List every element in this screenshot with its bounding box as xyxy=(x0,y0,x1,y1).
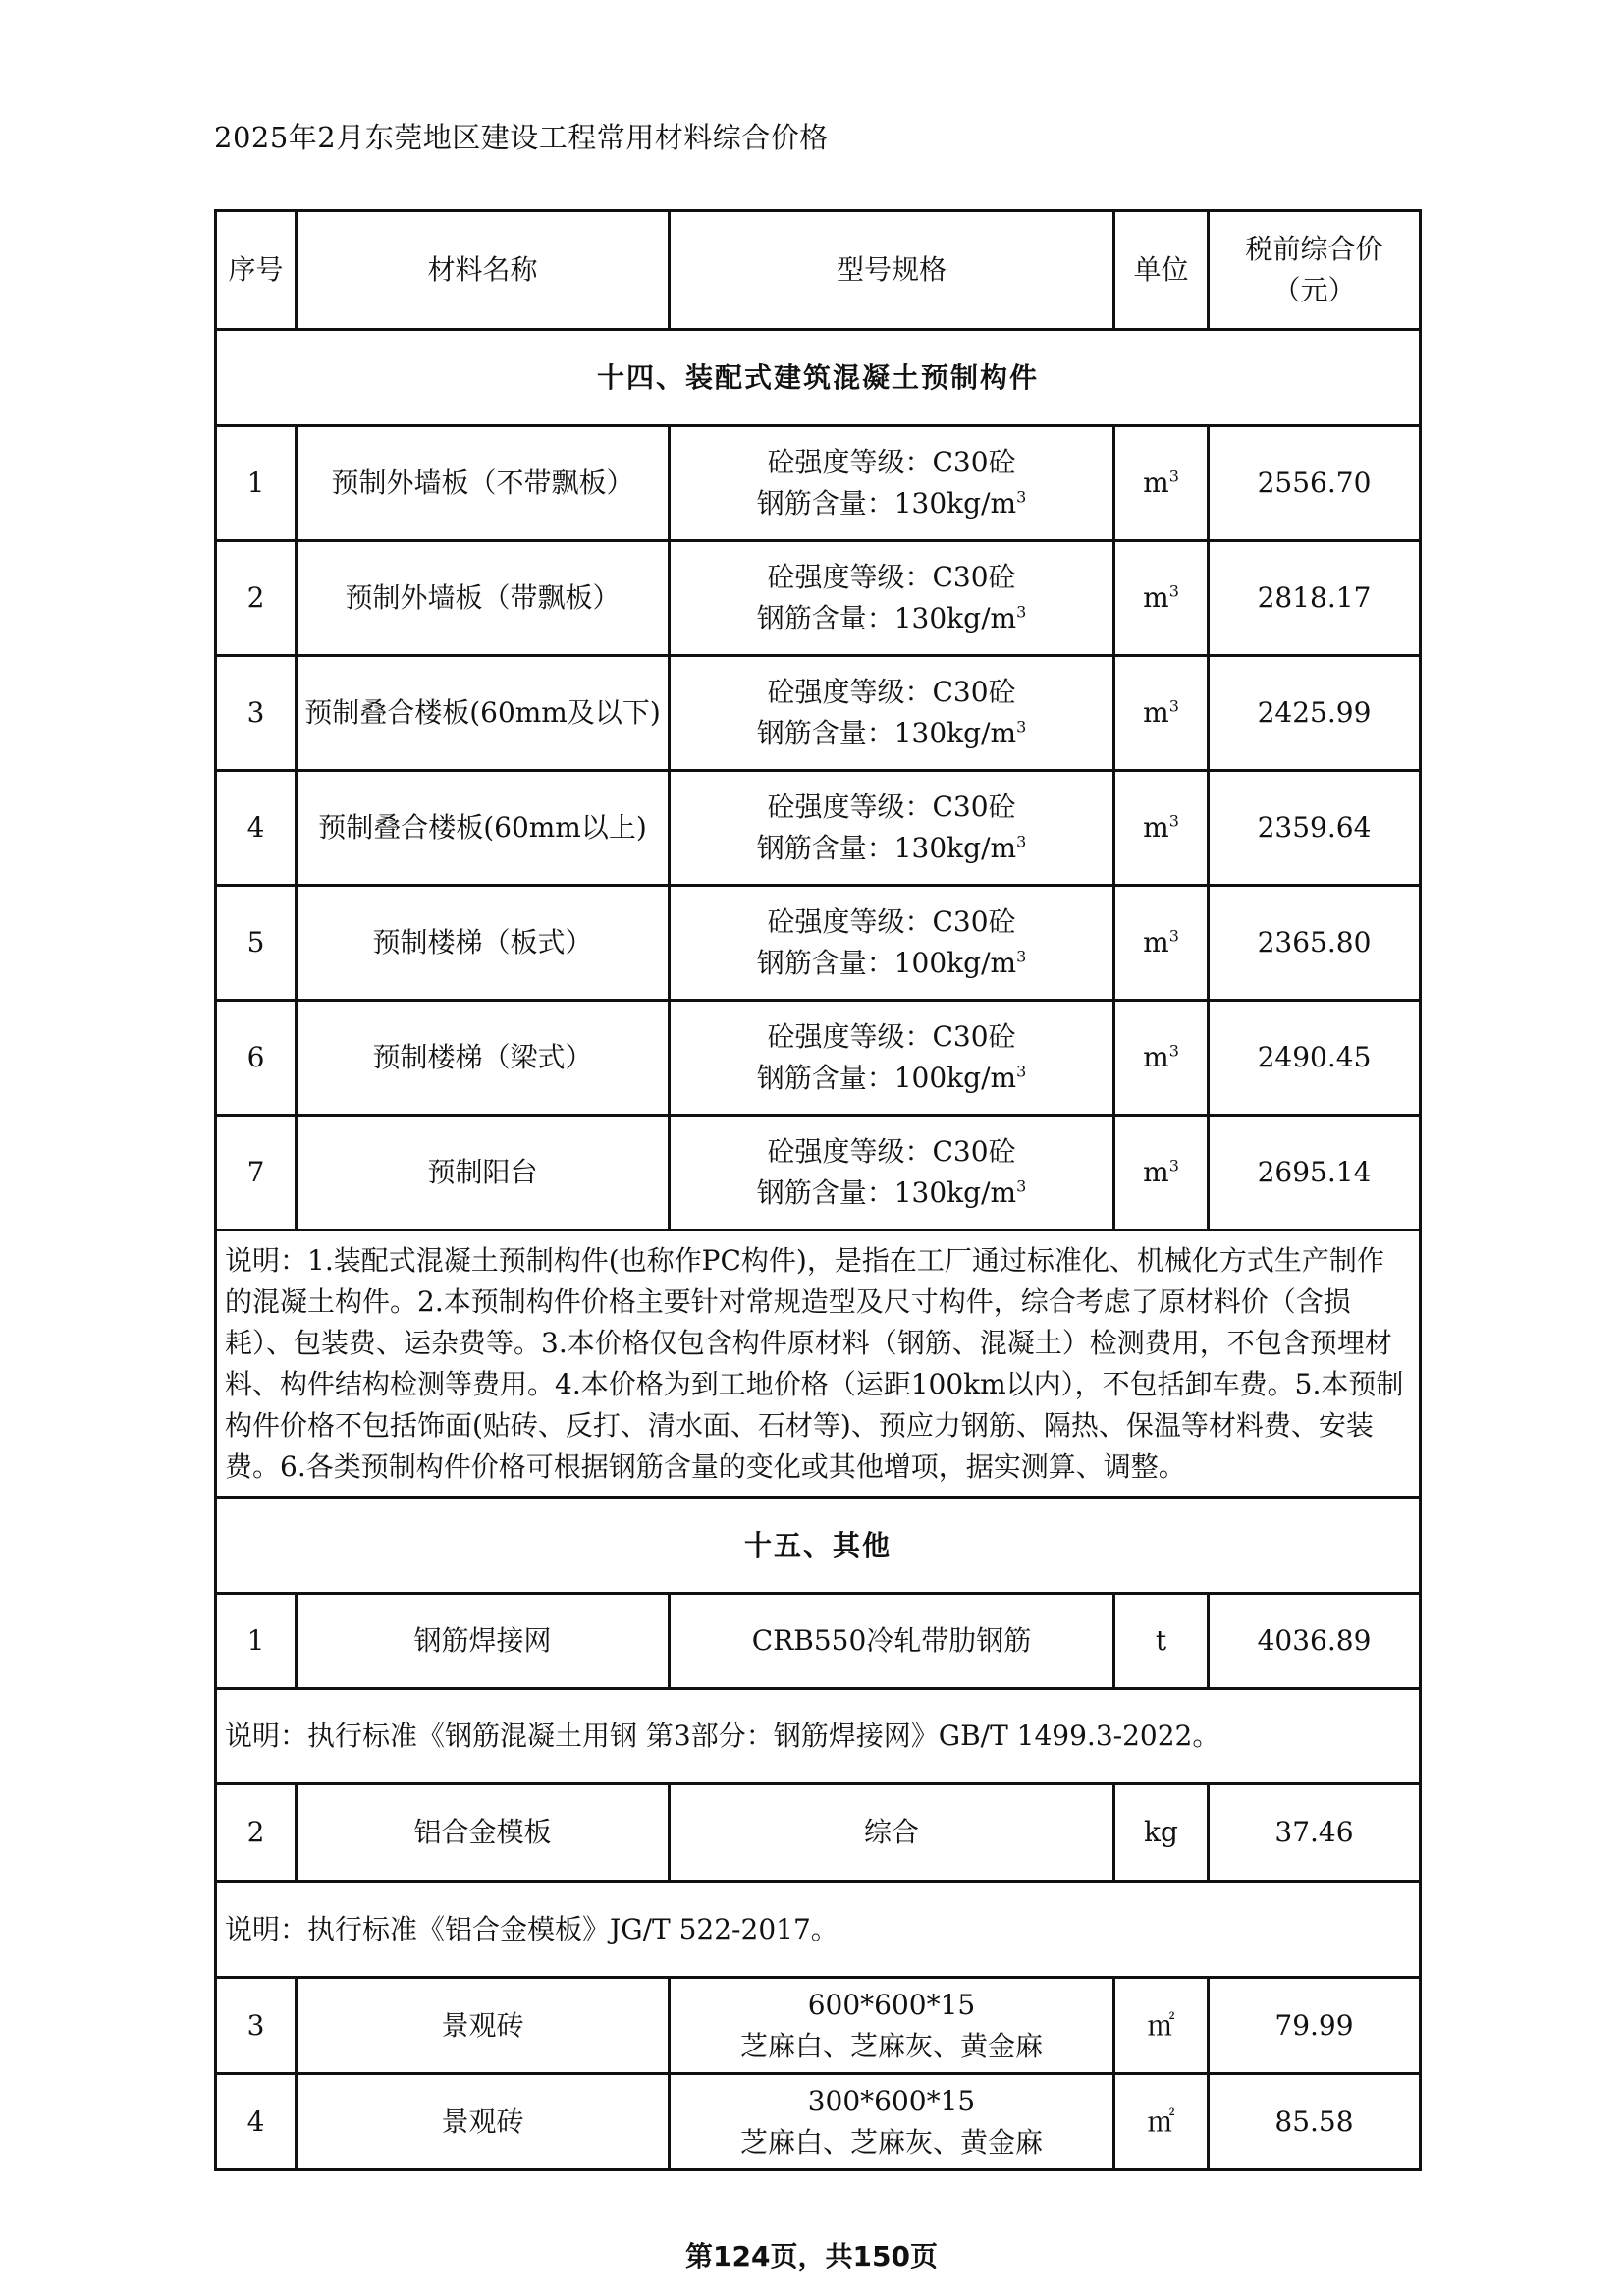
row-spec: 砼强度等级：C30砼 钢筋含量：$100kg/m^3$ xyxy=(670,1001,1114,1116)
header-price-line2: （元） xyxy=(1272,274,1356,306)
row-price: 2425.99 xyxy=(1209,656,1421,771)
row-name: 预制楼梯（板式） xyxy=(297,886,670,1001)
row-spec: 砼强度等级：C30砼 钢筋含量：$130kg/m^3$ xyxy=(670,656,1114,771)
row-name: 预制外墙板（不带飘板） xyxy=(297,426,670,541)
row-spec: 砼强度等级：C30砼 钢筋含量：$130kg/m^3$ xyxy=(670,541,1114,656)
header-price-line1: 税前综合价 xyxy=(1245,233,1383,265)
header-seq: 序号 xyxy=(216,211,297,330)
row-name: 预制外墙板（带飘板） xyxy=(297,541,670,656)
row-unit: $m^3$ xyxy=(1114,1001,1209,1116)
row-price: 2365.80 xyxy=(1209,886,1421,1001)
row-name: 预制阳台 xyxy=(297,1116,670,1230)
row-spec: CRB550冷轧带肋钢筋 xyxy=(670,1594,1114,1689)
price-table xyxy=(214,209,1422,2171)
page-footer: 第124页，共150页 xyxy=(685,2240,938,2272)
row-unit: $m^3$ xyxy=(1114,886,1209,1001)
table-row xyxy=(216,1784,1421,1882)
document-title: 2025年2月东莞地区建设工程常用材料综合价格 xyxy=(214,121,829,154)
row-name: 预制楼梯（梁式） xyxy=(297,1001,670,1116)
row-price: 79.99 xyxy=(1209,1978,1421,2074)
row-price: 2556.70 xyxy=(1209,426,1421,541)
table-header-row xyxy=(216,211,1421,330)
row-price: 2818.17 xyxy=(1209,541,1421,656)
row-seq: 4 xyxy=(216,2074,297,2170)
table-row xyxy=(216,2074,1421,2170)
row-name: 景观砖 xyxy=(297,1978,670,2074)
row-seq: 3 xyxy=(216,656,297,771)
row-unit: $m^3$ xyxy=(1114,426,1209,541)
section-15-title: 十五、其他 xyxy=(216,1498,1421,1594)
row-unit: ㎡ xyxy=(1114,2074,1209,2170)
row-seq: 7 xyxy=(216,1116,297,1230)
row-spec: 砼强度等级：C30砼 钢筋含量：$130kg/m^3$ xyxy=(670,426,1114,541)
row-unit: $m^3$ xyxy=(1114,541,1209,656)
row-price: 85.58 xyxy=(1209,2074,1421,2170)
section-15-note-2: 说明：执行标准《铝合金模板》JG/T 522-2017。 xyxy=(216,1882,1421,1978)
row-price: 4036.89 xyxy=(1209,1594,1421,1689)
row-name: 钢筋焊接网 xyxy=(297,1594,670,1689)
table-row xyxy=(216,426,1421,541)
row-name: 景观砖 xyxy=(297,2074,670,2170)
row-spec: 综合 xyxy=(670,1784,1114,1882)
row-unit: $m^3$ xyxy=(1114,656,1209,771)
table-row xyxy=(216,656,1421,771)
row-unit: t xyxy=(1114,1594,1209,1689)
header-price xyxy=(1209,211,1421,330)
row-spec: 600*600*15 芝麻白、芝麻灰、黄金麻 xyxy=(670,1978,1114,2074)
section-14-title: 十四、装配式建筑混凝土预制构件 xyxy=(216,330,1421,426)
row-seq: 1 xyxy=(216,426,297,541)
row-seq: 4 xyxy=(216,771,297,886)
section-14-note: 说明：1.装配式混凝土预制构件(也称作PC构件)，是指在工厂通过标准化、机械化方式生产制作的混凝土构件。2.本预制构件价格主要针对常规造型及尺寸构件，综合考虑了原材料价（含损耗）、包装费、运杂费等。3.本价格仅包含构件原材料（钢筋、混凝土）检测费用，不包含预埋材料、构件结构检测等费用。4.本价格为到工地价格（运距100km以内），不包括卸车费。5.本预制构件价格不包括饰面(贴砖、反打、清水面、石材等)、预应力钢筋、隔热、保温等材料费、安装费。6.各类预制构件价格可根据钢筋含量的变化或其他增项，据实测算、调整。 xyxy=(216,1230,1421,1498)
row-seq: 6 xyxy=(216,1001,297,1116)
header-unit: 单位 xyxy=(1114,211,1209,330)
row-name: 预制叠合楼板(60mm及以下) xyxy=(297,656,670,771)
header-spec: 型号规格 xyxy=(670,211,1114,330)
table-row xyxy=(216,886,1421,1001)
row-price: 2695.14 xyxy=(1209,1116,1421,1230)
table-row xyxy=(216,771,1421,886)
table-row xyxy=(216,1594,1421,1689)
row-name: 铝合金模板 xyxy=(297,1784,670,1882)
row-price: 37.46 xyxy=(1209,1784,1421,1882)
row-seq: 1 xyxy=(216,1594,297,1689)
table-row xyxy=(216,541,1421,656)
table-row xyxy=(216,1978,1421,2074)
row-spec: 砼强度等级：C30砼 钢筋含量：$100kg/m^3$ xyxy=(670,886,1114,1001)
row-price: 2359.64 xyxy=(1209,771,1421,886)
row-spec: 砼强度等级：C30砼 钢筋含量：$130kg/m^3$ xyxy=(670,1116,1114,1230)
row-unit: $m^3$ xyxy=(1114,771,1209,886)
row-seq: 5 xyxy=(216,886,297,1001)
table-row xyxy=(216,1116,1421,1230)
row-seq: 3 xyxy=(216,1978,297,2074)
table-row xyxy=(216,1001,1421,1116)
row-seq: 2 xyxy=(216,1784,297,1882)
row-spec: 300*600*15 芝麻白、芝麻灰、黄金麻 xyxy=(670,2074,1114,2170)
section-15-note-1: 说明：执行标准《钢筋混凝土用钢 第3部分：钢筋焊接网》GB/T 1499.3-2022。 xyxy=(216,1689,1421,1784)
row-unit: $m^3$ xyxy=(1114,1116,1209,1230)
row-seq: 2 xyxy=(216,541,297,656)
row-unit: kg xyxy=(1114,1784,1209,1882)
header-name: 材料名称 xyxy=(297,211,670,330)
row-spec: 砼强度等级：C30砼 钢筋含量：$130kg/m^3$ xyxy=(670,771,1114,886)
row-price: 2490.45 xyxy=(1209,1001,1421,1116)
row-unit: ㎡ xyxy=(1114,1978,1209,2074)
row-name: 预制叠合楼板(60mm以上) xyxy=(297,771,670,886)
